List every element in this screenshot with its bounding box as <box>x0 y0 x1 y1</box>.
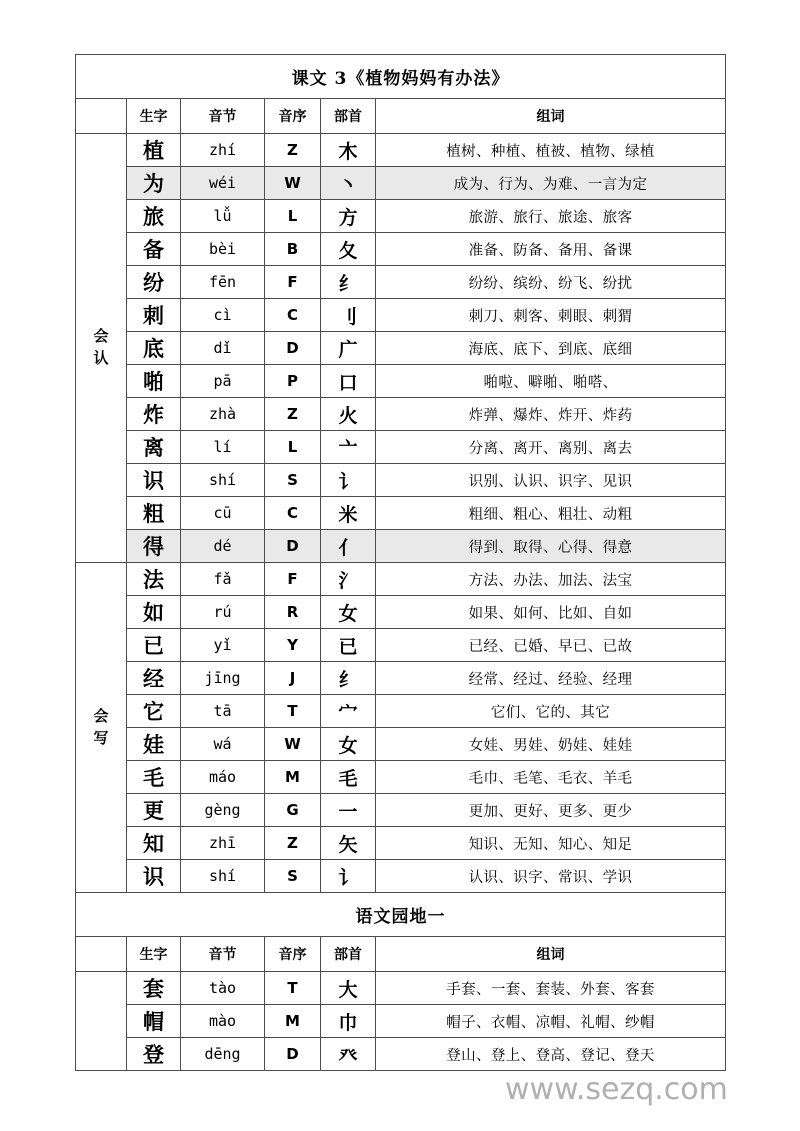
cell-radical: 木 <box>321 134 376 167</box>
header-corner-cell <box>76 937 127 972</box>
cell-pinyin: cū <box>181 497 265 530</box>
cell-initial: Z <box>265 827 321 860</box>
table-row <box>76 563 726 596</box>
cell-words: 啪啦、噼啪、啪嗒、 <box>376 365 726 398</box>
cell-radical: 纟 <box>321 266 376 299</box>
cell-radical: 讠 <box>321 464 376 497</box>
cell-radical: 女 <box>321 728 376 761</box>
cell-pinyin: dé <box>181 530 265 563</box>
cell-char: 刺 <box>127 299 181 332</box>
group-label-empty <box>76 972 127 1071</box>
cell-radical: 刂 <box>321 299 376 332</box>
cell-pinyin: bèi <box>181 233 265 266</box>
cell-char: 经 <box>127 662 181 695</box>
cell-words: 已经、已婚、早已、已故 <box>376 629 726 662</box>
cell-pinyin: lǚ <box>181 200 265 233</box>
cell-words: 方法、办法、加法、法宝 <box>376 563 726 596</box>
cell-words: 纷纷、缤纷、纷飞、纷扰 <box>376 266 726 299</box>
cell-char: 纷 <box>127 266 181 299</box>
cell-char: 离 <box>127 431 181 464</box>
cell-initial: C <box>265 299 321 332</box>
table-row <box>76 464 726 497</box>
cell-char: 为 <box>127 167 181 200</box>
cell-pinyin: shí <box>181 464 265 497</box>
table-row <box>76 1005 726 1038</box>
section-title-row <box>76 893 726 937</box>
cell-initial: T <box>265 695 321 728</box>
cell-pinyin: gèng <box>181 794 265 827</box>
cell-radical: 方 <box>321 200 376 233</box>
cell-initial: F <box>265 563 321 596</box>
table-row <box>76 827 726 860</box>
cell-words: 炸弹、爆炸、炸开、炸药 <box>376 398 726 431</box>
cell-char: 登 <box>127 1038 181 1071</box>
cell-pinyin: tā <box>181 695 265 728</box>
cell-char: 它 <box>127 695 181 728</box>
cell-initial: P <box>265 365 321 398</box>
cell-radical: 广 <box>321 332 376 365</box>
cell-pinyin: cì <box>181 299 265 332</box>
site-watermark: www.sezq.com <box>505 1072 728 1107</box>
cell-pinyin: dǐ <box>181 332 265 365</box>
table-row <box>76 794 726 827</box>
cell-initial: J <box>265 662 321 695</box>
cell-initial: L <box>265 431 321 464</box>
header-bushou: 部首 <box>321 937 376 972</box>
cell-radical: 宀 <box>321 695 376 728</box>
cell-char: 识 <box>127 464 181 497</box>
cell-initial: Z <box>265 398 321 431</box>
cell-radical: 夂 <box>321 233 376 266</box>
cell-words: 经常、经过、经验、经理 <box>376 662 726 695</box>
cell-radical: 氵 <box>321 563 376 596</box>
cell-char: 娃 <box>127 728 181 761</box>
cell-radical: 纟 <box>321 662 376 695</box>
cell-char: 毛 <box>127 761 181 794</box>
section-title-row <box>76 55 726 99</box>
cell-char: 底 <box>127 332 181 365</box>
header-bushou: 部首 <box>321 99 376 134</box>
column-header-row <box>76 99 726 134</box>
cell-radical: 口 <box>321 365 376 398</box>
cell-initial: Y <box>265 629 321 662</box>
table-row <box>76 596 726 629</box>
table-row <box>76 860 726 893</box>
cell-radical: 丶 <box>321 167 376 200</box>
cell-radical: 毛 <box>321 761 376 794</box>
table-row <box>76 530 726 563</box>
cell-char: 识 <box>127 860 181 893</box>
cell-char: 啪 <box>127 365 181 398</box>
table-row <box>76 299 726 332</box>
cell-words: 刺刀、刺客、刺眼、刺猬 <box>376 299 726 332</box>
cell-words: 如果、如何、比如、自如 <box>376 596 726 629</box>
header-zuci: 组词 <box>376 937 726 972</box>
cell-char: 得 <box>127 530 181 563</box>
cell-radical: 矢 <box>321 827 376 860</box>
cell-radical: 亠 <box>321 431 376 464</box>
cell-words: 旅游、旅行、旅途、旅客 <box>376 200 726 233</box>
cell-words: 识别、认识、识字、见识 <box>376 464 726 497</box>
cell-pinyin: mào <box>181 1005 265 1038</box>
cell-words: 知识、无知、知心、知足 <box>376 827 726 860</box>
cell-radical: 火 <box>321 398 376 431</box>
cell-words: 认识、识字、常识、学识 <box>376 860 726 893</box>
cell-initial: M <box>265 761 321 794</box>
cell-radical: 巾 <box>321 1005 376 1038</box>
cell-words: 粗细、粗心、粗壮、动粗 <box>376 497 726 530</box>
cell-char: 法 <box>127 563 181 596</box>
table-row <box>76 398 726 431</box>
cell-initial: W <box>265 167 321 200</box>
cell-words: 植树、种植、植被、植物、绿植 <box>376 134 726 167</box>
cell-pinyin: zhī <box>181 827 265 860</box>
table-row <box>76 662 726 695</box>
section-title: 语文园地一 <box>76 893 726 937</box>
table-row <box>76 332 726 365</box>
cell-initial: T <box>265 972 321 1005</box>
group-label-hui-xie: 会 写 <box>76 563 127 893</box>
group-label-hui-ren: 会 认 <box>76 134 127 563</box>
cell-pinyin: zhà <box>181 398 265 431</box>
cell-pinyin: lí <box>181 431 265 464</box>
cell-char: 如 <box>127 596 181 629</box>
section-title: 课文 3《植物妈妈有办法》 <box>76 55 726 99</box>
cell-radical: 一 <box>321 794 376 827</box>
cell-initial: F <box>265 266 321 299</box>
cell-initial: M <box>265 1005 321 1038</box>
cell-initial: S <box>265 860 321 893</box>
cell-radical: 已 <box>321 629 376 662</box>
table-row <box>76 266 726 299</box>
table-row <box>76 431 726 464</box>
header-yinxu: 音序 <box>265 99 321 134</box>
table-row <box>76 167 726 200</box>
header-shengzi: 生字 <box>127 937 181 972</box>
cell-pinyin: dēng <box>181 1038 265 1071</box>
cell-words: 分离、离开、离别、离去 <box>376 431 726 464</box>
cell-radical: 大 <box>321 972 376 1005</box>
vocabulary-sheet <box>75 54 725 1071</box>
cell-words: 得到、取得、心得、得意 <box>376 530 726 563</box>
cell-radical: 讠 <box>321 860 376 893</box>
cell-pinyin: fǎ <box>181 563 265 596</box>
cell-radical: 亻 <box>321 530 376 563</box>
cell-char: 更 <box>127 794 181 827</box>
table-row <box>76 761 726 794</box>
table-row <box>76 497 726 530</box>
cell-initial: S <box>265 464 321 497</box>
cell-initial: D <box>265 332 321 365</box>
cell-pinyin: tào <box>181 972 265 1005</box>
column-header-row <box>76 937 726 972</box>
cell-words: 成为、行为、为难、一言为定 <box>376 167 726 200</box>
cell-char: 知 <box>127 827 181 860</box>
cell-char: 旅 <box>127 200 181 233</box>
cell-initial: Z <box>265 134 321 167</box>
table-row <box>76 695 726 728</box>
cell-radical: 癶 <box>321 1038 376 1071</box>
cell-words: 手套、一套、套装、外套、客套 <box>376 972 726 1005</box>
table-row <box>76 728 726 761</box>
header-shengzi: 生字 <box>127 99 181 134</box>
cell-initial: G <box>265 794 321 827</box>
cell-char: 炸 <box>127 398 181 431</box>
table-row <box>76 365 726 398</box>
header-zuci: 组词 <box>376 99 726 134</box>
table-row <box>76 972 726 1005</box>
cell-words: 登山、登上、登高、登记、登天 <box>376 1038 726 1071</box>
table-row <box>76 1038 726 1071</box>
table-row <box>76 629 726 662</box>
cell-char: 套 <box>127 972 181 1005</box>
cell-initial: D <box>265 1038 321 1071</box>
header-corner-cell <box>76 99 127 134</box>
cell-char: 备 <box>127 233 181 266</box>
table-row <box>76 233 726 266</box>
cell-initial: W <box>265 728 321 761</box>
cell-initial: C <box>265 497 321 530</box>
cell-words: 准备、防备、备用、备课 <box>376 233 726 266</box>
cell-initial: L <box>265 200 321 233</box>
cell-words: 它们、它的、其它 <box>376 695 726 728</box>
cell-words: 帽子、衣帽、凉帽、礼帽、纱帽 <box>376 1005 726 1038</box>
cell-initial: D <box>265 530 321 563</box>
cell-pinyin: fēn <box>181 266 265 299</box>
table-row <box>76 200 726 233</box>
header-yinxu: 音序 <box>265 937 321 972</box>
cell-pinyin: wéi <box>181 167 265 200</box>
cell-char: 帽 <box>127 1005 181 1038</box>
section-table-lesson3 <box>75 54 726 1071</box>
cell-words: 毛巾、毛笔、毛衣、羊毛 <box>376 761 726 794</box>
cell-words: 更加、更好、更多、更少 <box>376 794 726 827</box>
header-yinjie: 音节 <box>181 99 265 134</box>
cell-pinyin: rú <box>181 596 265 629</box>
cell-words: 女娃、男娃、奶娃、娃娃 <box>376 728 726 761</box>
cell-initial: R <box>265 596 321 629</box>
cell-pinyin: pā <box>181 365 265 398</box>
cell-pinyin: jīng <box>181 662 265 695</box>
cell-pinyin: shí <box>181 860 265 893</box>
cell-char: 植 <box>127 134 181 167</box>
cell-pinyin: zhí <box>181 134 265 167</box>
cell-words: 海底、底下、到底、底细 <box>376 332 726 365</box>
table-row <box>76 134 726 167</box>
cell-char: 粗 <box>127 497 181 530</box>
cell-radical: 女 <box>321 596 376 629</box>
cell-pinyin: wá <box>181 728 265 761</box>
header-yinjie: 音节 <box>181 937 265 972</box>
cell-pinyin: máo <box>181 761 265 794</box>
cell-char: 已 <box>127 629 181 662</box>
cell-pinyin: yǐ <box>181 629 265 662</box>
cell-radical: 米 <box>321 497 376 530</box>
cell-initial: B <box>265 233 321 266</box>
